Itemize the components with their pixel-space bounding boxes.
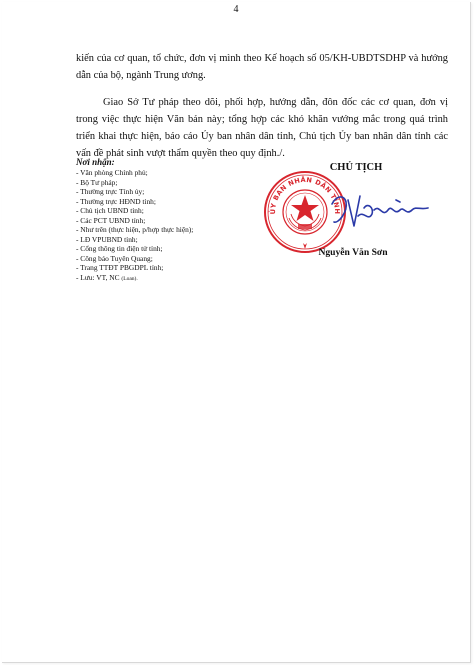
recipient-item: - Văn phòng Chính phủ;	[76, 168, 148, 177]
recipient-item: - Trang TTĐT PBGDPL tỉnh;	[76, 263, 164, 272]
recipient-item: - Các PCT UBND tỉnh;	[76, 215, 146, 225]
svg-text:ỦY BAN NHÂN DÂN TỈNH: ỦY BAN NHÂN DÂN TỈNH	[268, 175, 342, 215]
handwritten-signature-icon	[324, 186, 436, 232]
signer-name: Nguyễn Văn Sơn	[318, 247, 388, 258]
body-paragraph-1: kiến của cơ quan, tổ chức, đơn vị mình theo Kế hoạch số 05/KH-UBDTSDHP và hướng dẫn của bộ, ngành Trung ương.	[76, 53, 448, 81]
recipients-block	[76, 157, 256, 284]
archive-label: - Lưu: VT, NC	[76, 272, 120, 282]
document-page	[2, 2, 471, 663]
body-paragraph-2: Giao Sở Tư pháp theo dõi, phối hợp, hướng dẫn, đôn đốc các cơ quan, đơn vị trong việc thực hiện Văn bản này; tổng hợp các khó khăn vướng mắc trong quá trình triển khai thực hiện, báo cáo Ủy ban nhân dân tỉnh, Chủ tịch Ủy ban nhân dân tỉnh các vấn đề phát sinh vượt thẩm quyền theo quy định./.	[76, 97, 448, 159]
recipient-item: - Cổng thông tin điện tử tỉnh;	[76, 244, 163, 253]
signer-title: CHỦ TỊCH	[329, 162, 383, 173]
recipients-list	[76, 168, 256, 284]
recipient-item-archive	[76, 273, 256, 285]
recipients-title: Nơi nhận:	[76, 157, 115, 167]
recipient-item: - Như trên (thực hiện, p/hợp thực hiện);	[76, 225, 194, 234]
archive-note: (Loan).	[121, 275, 138, 282]
recipient-item: - LĐ VPUBND tỉnh;	[76, 234, 138, 244]
recipient-item: - Thường trực Tỉnh ủy;	[76, 187, 145, 196]
recipient-item: - Thường trực HĐND tỉnh;	[76, 196, 156, 206]
page-number: 4	[233, 4, 239, 15]
recipient-item: - Công báo Tuyên Quang;	[76, 253, 153, 263]
recipient-item: - Chủ tịch UBND tỉnh;	[76, 206, 144, 215]
recipient-item: - Bộ Tư pháp;	[76, 177, 118, 187]
